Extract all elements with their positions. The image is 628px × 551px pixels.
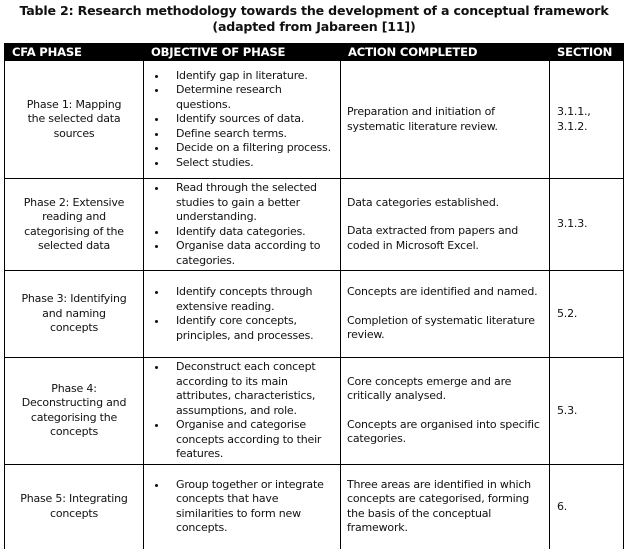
objective-item: • Group together or integrate concepts that have similarities to form new concepts.: [168, 478, 334, 536]
objective-item: • Decide on a filtering process.: [168, 141, 334, 156]
action-text: Data extracted from papers and coded in Microsoft Excel.: [347, 224, 519, 252]
objective-item: • Select studies.: [168, 156, 334, 171]
phase-cell: Phase 5: Integrating concepts: [5, 464, 144, 549]
table-caption: Table 2: Research methodology towards the development of a conceptual framework (adapted from Jabareen [11]): [19, 3, 609, 34]
objective-list: [150, 69, 334, 171]
action-text: Preparation and initiation of systematic literature review.: [347, 105, 498, 133]
section-cell: 5.2.: [550, 271, 624, 358]
objective-item: • Determine research questions.: [168, 83, 334, 112]
methodology-table: [4, 43, 624, 549]
phase-cell: Phase 4: Deconstructing and categorising the concepts: [5, 358, 144, 465]
action-cell: [341, 179, 550, 271]
objective-item: • Deconstruct each concept according to its main attributes, characteristics, assumptions, and role.: [168, 360, 334, 418]
objective-item: • Define search terms.: [168, 127, 334, 142]
phase-cell: Phase 1: Mapping the selected data sources: [5, 61, 144, 179]
objective-item: • Identify core concepts, principles, and processes.: [168, 314, 334, 343]
section-cell: 5.3.: [550, 358, 624, 465]
objective-cell: [144, 61, 341, 179]
header-section: SECTION: [550, 44, 624, 61]
action-cell: [341, 271, 550, 358]
header-cfa-phase: CFA PHASE: [5, 44, 144, 61]
section-cell: 3.1.1., 3.1.2.: [550, 61, 624, 179]
objective-item: • Organise and categorise concepts according to their features.: [168, 418, 334, 462]
action-text: Data categories established.: [347, 195, 499, 209]
objective-cell: [144, 271, 341, 358]
action-text: Concepts are organised into specific categories.: [347, 417, 540, 446]
table-row: [5, 271, 624, 358]
phase-cell: Phase 3: Identifying and naming concepts: [5, 271, 144, 358]
objective-list: [150, 285, 334, 343]
table-row: [5, 61, 624, 179]
phase-cell: Phase 2: Extensive reading and categorising of the selected data: [5, 179, 144, 271]
action-text: Three areas are identified in which concepts are categorised, forming the basis of the conceptual framework.: [347, 477, 531, 535]
action-text: Completion of systematic literature review.: [347, 313, 535, 342]
objective-item: • Identify data categories.: [168, 225, 334, 240]
header-action: ACTION COMPLETED: [341, 44, 550, 61]
objective-list: [150, 478, 334, 536]
objective-item: • Identify gap in literature.: [168, 69, 334, 84]
header-row: [5, 44, 624, 61]
section-cell: 6.: [550, 464, 624, 549]
objective-cell: [144, 464, 341, 549]
objective-list: [150, 181, 334, 268]
objective-list: [150, 360, 334, 462]
table-row: [5, 179, 624, 271]
action-cell: [341, 61, 550, 179]
action-cell: [341, 358, 550, 465]
objective-cell: [144, 179, 341, 271]
objective-cell: [144, 358, 341, 465]
objective-item: • Organise data according to categories.: [168, 239, 334, 268]
objective-item: • Identify concepts through extensive reading.: [168, 285, 334, 314]
action-text: Concepts are identified and named.: [347, 285, 538, 299]
action-cell: [341, 464, 550, 549]
section-cell: 3.1.3.: [550, 179, 624, 271]
table-row: [5, 358, 624, 465]
table-row: [5, 464, 624, 549]
header-objective: OBJECTIVE OF PHASE: [144, 44, 341, 61]
objective-item: • Identify sources of data.: [168, 112, 334, 127]
action-text: Core concepts emerge and are critically analysed.: [347, 374, 512, 403]
objective-item: • Read through the selected studies to gain a better understanding.: [168, 181, 334, 225]
